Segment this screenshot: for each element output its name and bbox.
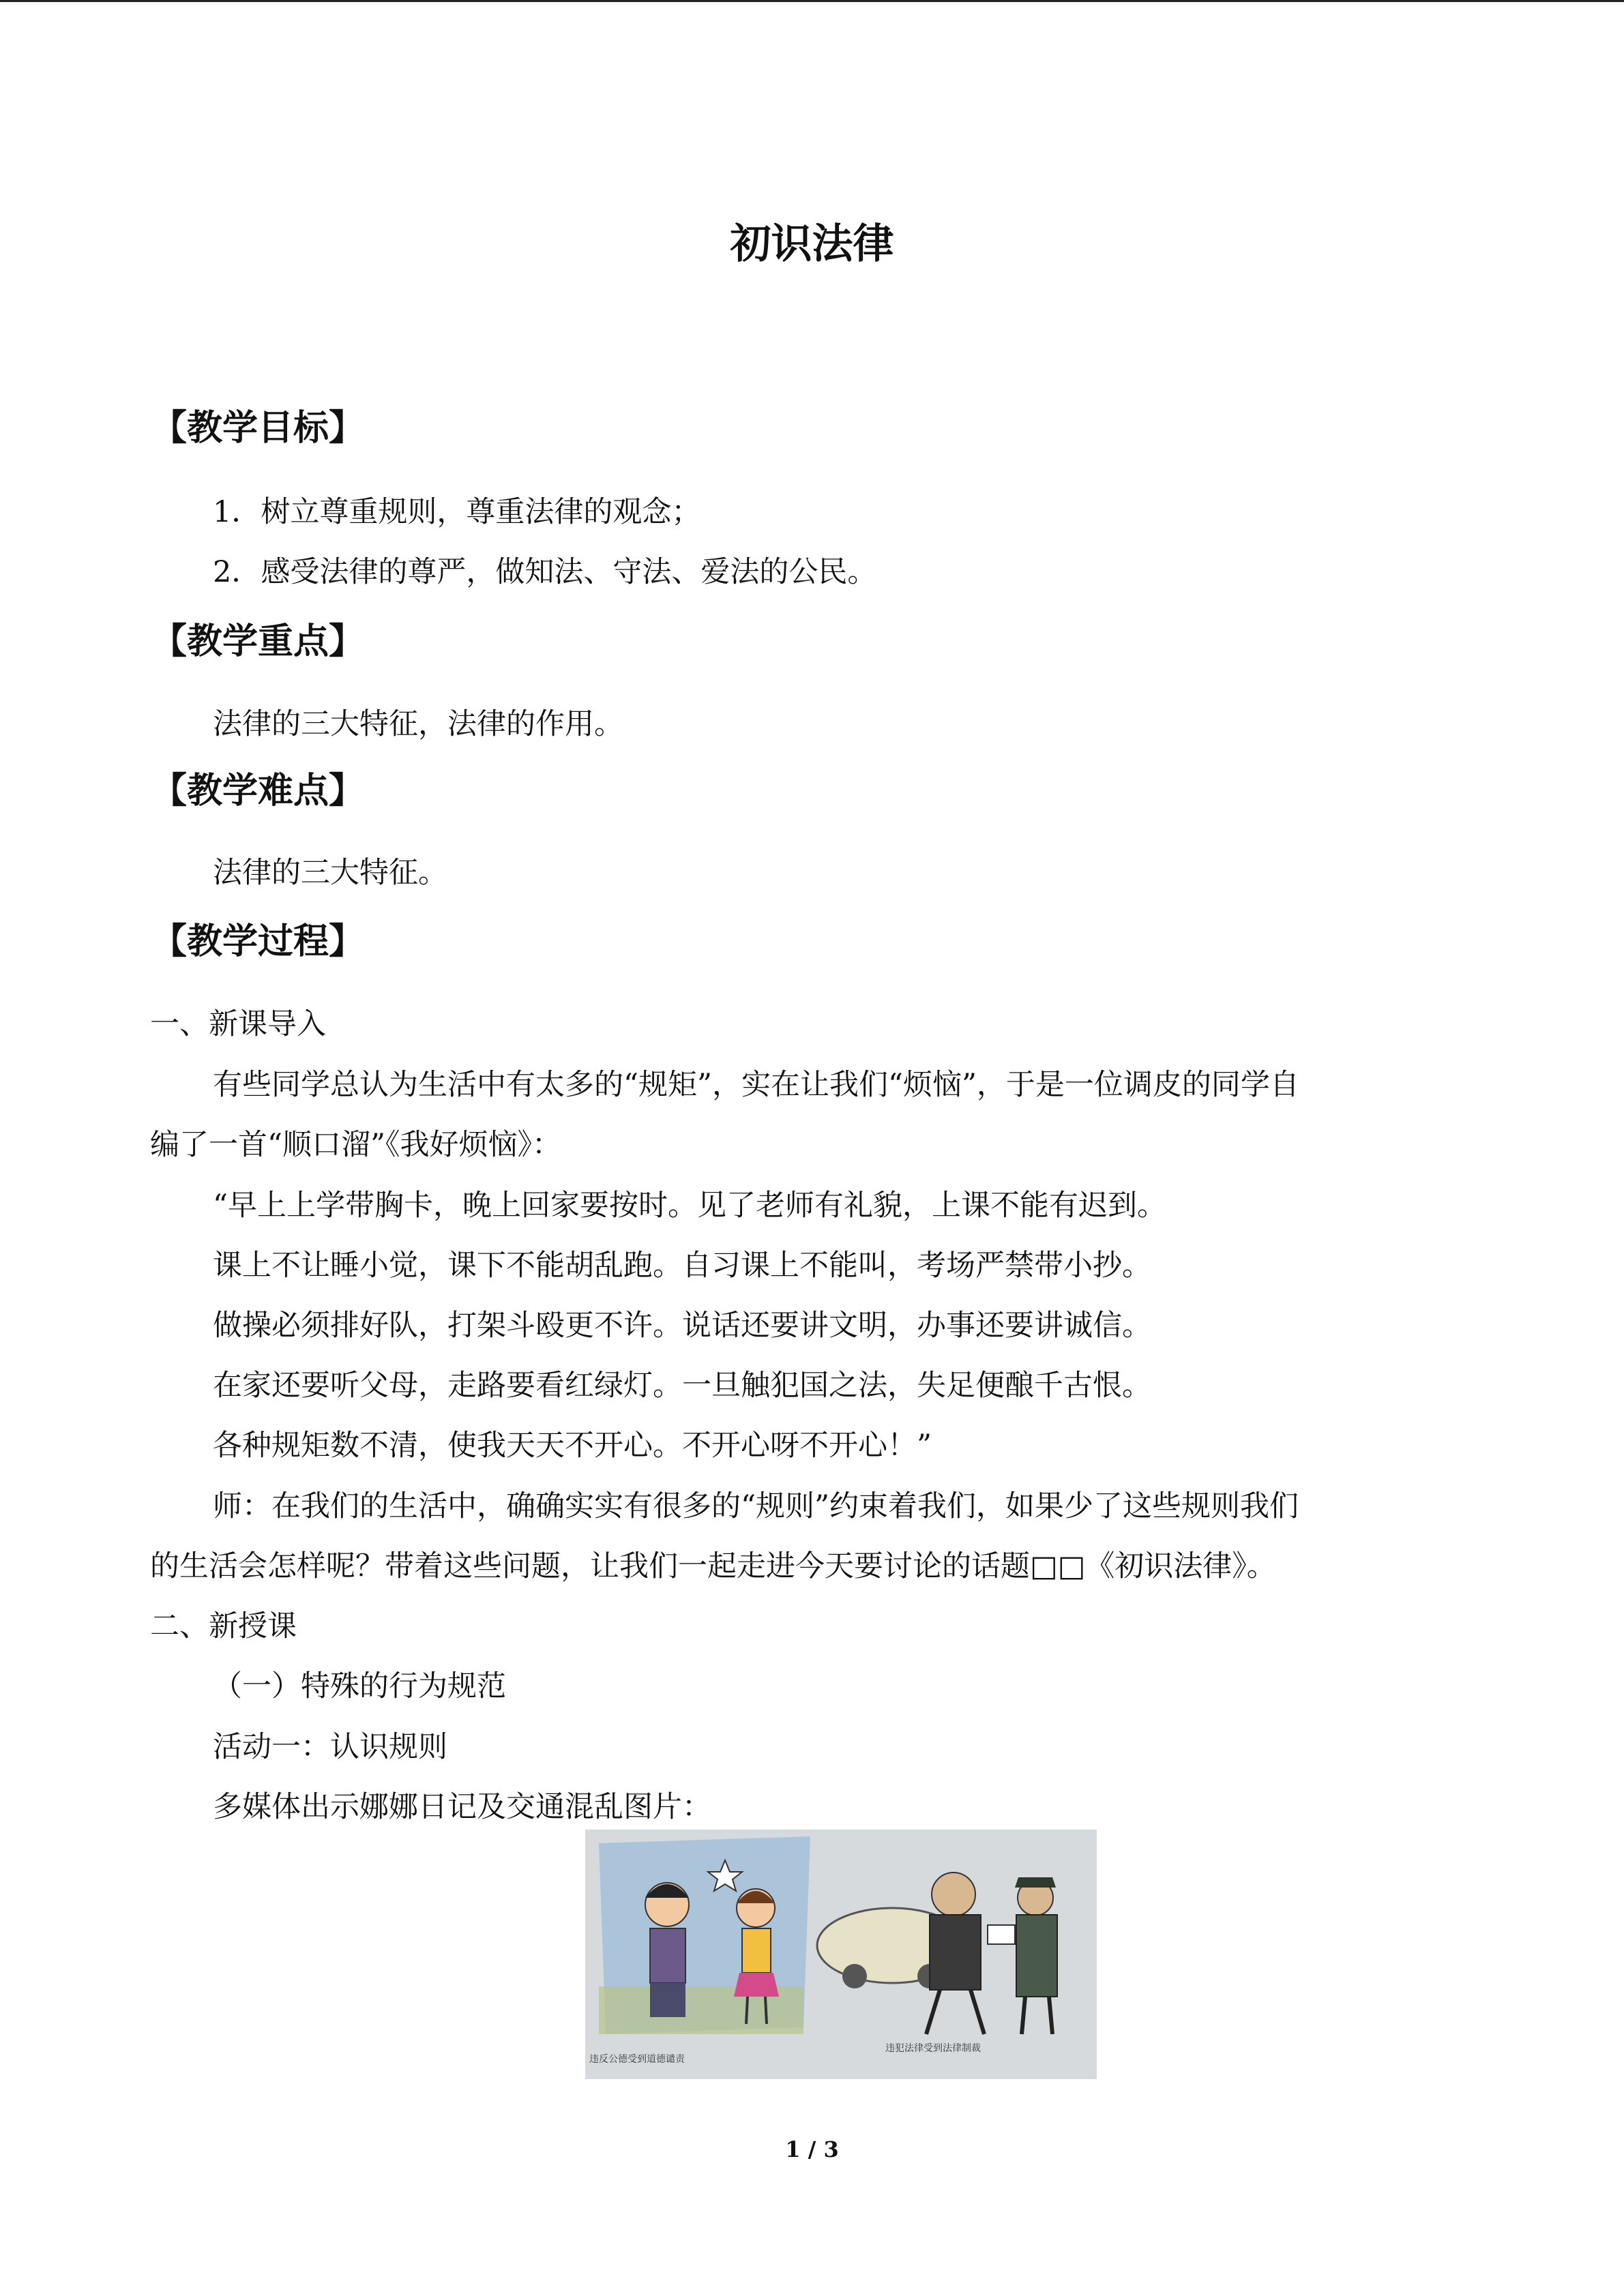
paragraph-line: 编了一首“顺口溜”《我好烦恼》： (150, 1128, 561, 1162)
difficulty-text: 法律的三大特征。 (213, 856, 447, 890)
paragraph-line: 师：在我们的生活中，确确实实有很多的“规则”约束着我们，如果少了这些规则我们 (213, 1489, 1299, 1523)
illustration-graphic (585, 1830, 1097, 2079)
section-new-lesson: 二、新授课 (150, 1609, 297, 1643)
section-intro: 一、新课导入 (150, 1007, 326, 1041)
page-number: 1 / 3 (785, 2136, 839, 2162)
heading-keypoint: 【教学重点】 (151, 621, 365, 662)
heading-process: 【教学过程】 (151, 921, 365, 962)
poem-line: 在家还要听父母，走路要看红绿灯。一旦触犯国之法，失足便酿千古恨。 (213, 1369, 1151, 1403)
paragraph-line: 的生活会怎样呢？带着这些问题，让我们一起走进今天要讨论的话题□□《初识法律》。 (150, 1549, 1276, 1583)
poem-line: 各种规矩数不清，使我天天不开心。不开心呀不开心！” (213, 1429, 932, 1463)
page-title: 初识法律 (730, 220, 894, 268)
activity-heading: 活动一：认识规则 (213, 1730, 447, 1764)
poem-line: 做操必须排好队，打架斗殴更不许。说话还要讲文明，办事还要讲诚信。 (213, 1309, 1151, 1343)
heading-difficulty: 【教学难点】 (151, 771, 365, 811)
subsection-heading: （一）特殊的行为规范 (213, 1669, 506, 1703)
goal-item-1: 1．树立尊重规则，尊重法律的观念； (213, 495, 701, 529)
poem-line: 课上不让睡小觉，课下不能胡乱跑。自习课上不能叫，考场严禁带小抄。 (213, 1249, 1151, 1283)
heading-goals: 【教学目标】 (151, 408, 365, 449)
figure-caption-left: 违反公德受到道德谴责 (589, 2054, 685, 2065)
paragraph-line: 有些同学总认为生活中有太多的“规矩”，实在让我们“烦恼”，于是一位调皮的同学自 (213, 1068, 1299, 1102)
poem-line: “早上上学带胸卡，晚上回家要按时。见了老师有礼貌，上课不能有迟到。 (213, 1189, 1166, 1223)
keypoint-text: 法律的三大特征，法律的作用。 (213, 707, 623, 741)
illustration-figure (585, 1830, 1097, 2079)
figure-caption-right: 违犯法律受到法律制裁 (885, 2043, 981, 2054)
media-instruction: 多媒体出示娜娜日记及交通混乱图片： (213, 1790, 711, 1824)
goal-item-2: 2．感受法律的尊严，做知法、守法、爱法的公民。 (213, 555, 877, 589)
